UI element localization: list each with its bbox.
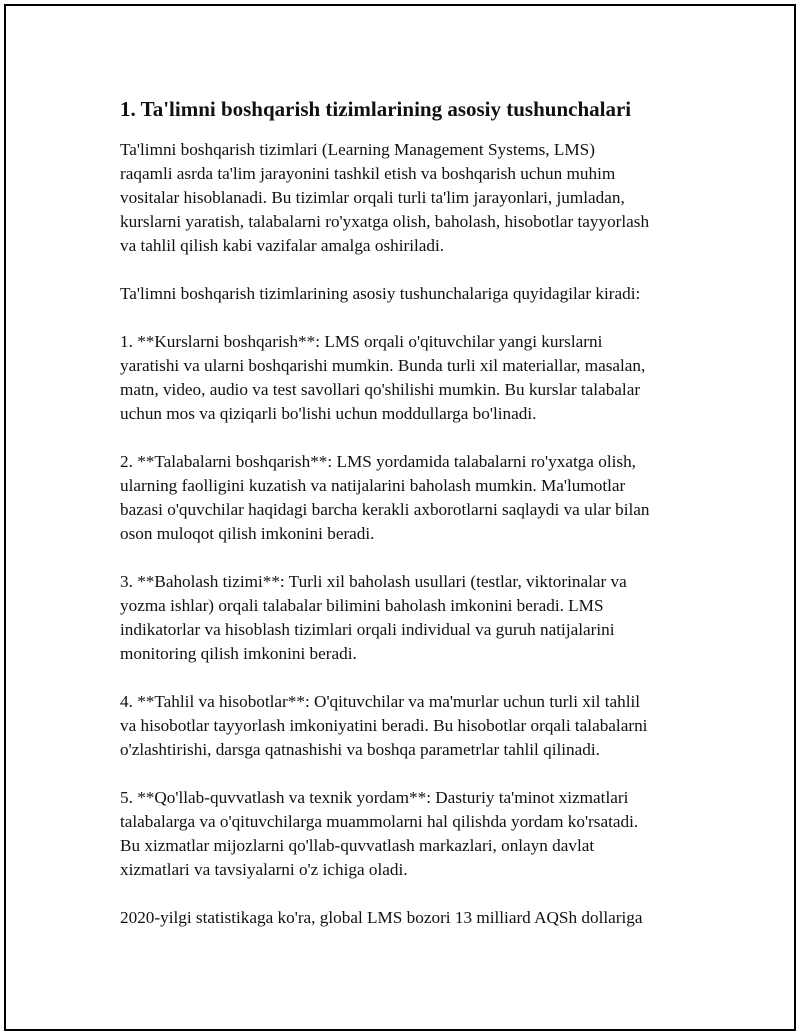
section-heading: 1. Ta'limni boshqarish tizimlarining asosiy tushunchalari (120, 97, 632, 121)
document-page (4, 4, 796, 1031)
list-item-assessment-system: 3. **Baholash tizimi**: Turli xil baholash usullari (testlar, viktorinalar va yozma ishlar) orqali talabalar bilimini baholash imkonini beradi. LMS indikatorlar va hisoblash tizimlari orqali individual va guruh natijalarini monitoring qilish imkonini beradi. (120, 572, 627, 663)
statistics-paragraph: 2020-yilgi statistikaga ko'ra, global LMS bozori 13 milliard AQSh dollariga (120, 908, 643, 927)
list-item-course-management: 1. **Kurslarni boshqarish**: LMS orqali o'qituvchilar yangi kurslarni yaratishi va ularni boshqarishi mumkin. Bunda turli xil materiallar, masalan, matn, video, audio va test savollari qo'shilishi mumkin. Bu kurslar talabalar uchun mos va qiziqarli bo'lishi uchun moddullarga bo'linadi. (120, 332, 646, 423)
document-body (120, 96, 695, 954)
list-item-analytics-reports: 4. **Tahlil va hisobotlar**: O'qituvchilar va ma'murlar uchun turli xil tahlil va hisobotlar tayyorlash imkoniyatini beradi. Bu hisobotlar orqali talabalarni o'zlashtirishi, darsga qatnashishi va boshqa parametrlar tahlil qilinadi. (120, 692, 648, 759)
list-item-student-management: 2. **Talabalarni boshqarish**: LMS yordamida talabalarni ro'yxatga olish, ularning faolligini kuzatish va natijalarini baholash mumkin. Ma'lumotlar bazasi o'quvchilar haqidagi barcha kerakli axborotlarni saqlaydi va ular bilan oson muloqot qilish imkonini beradi. (120, 452, 650, 543)
list-intro-paragraph: Ta'limni boshqarish tizimlarining asosiy tushunchalariga quyidagilar kiradi: (120, 284, 641, 303)
list-item-support: 5. **Qo'llab-quvvatlash va texnik yordam**: Dasturiy ta'minot xizmatlari talabalarga va o'qituvchilarga muammolarni hal qilishda yordam ko'rsatadi. Bu xizmatlar mijozlarni qo'llab-quvvatlash markazlari, onlayn davlat xizmatlari va tavsiyalarni o'z ichiga oladi. (120, 788, 639, 879)
intro-paragraph: Ta'limni boshqarish tizimlari (Learning Management Systems, LMS) raqamli asrda ta'lim jarayonini tashkil etish va boshqarish uchun muhim vositalar hisoblanadi. Bu tizimlar orqali turli ta'lim jarayonlari, jumladan, kurslarni yaratish, talabalarni ro'yxatga olish, baholash, hisobotlar tayyorlash va tahlil qilish kabi vazifalar amalga oshiriladi. (120, 140, 650, 255)
